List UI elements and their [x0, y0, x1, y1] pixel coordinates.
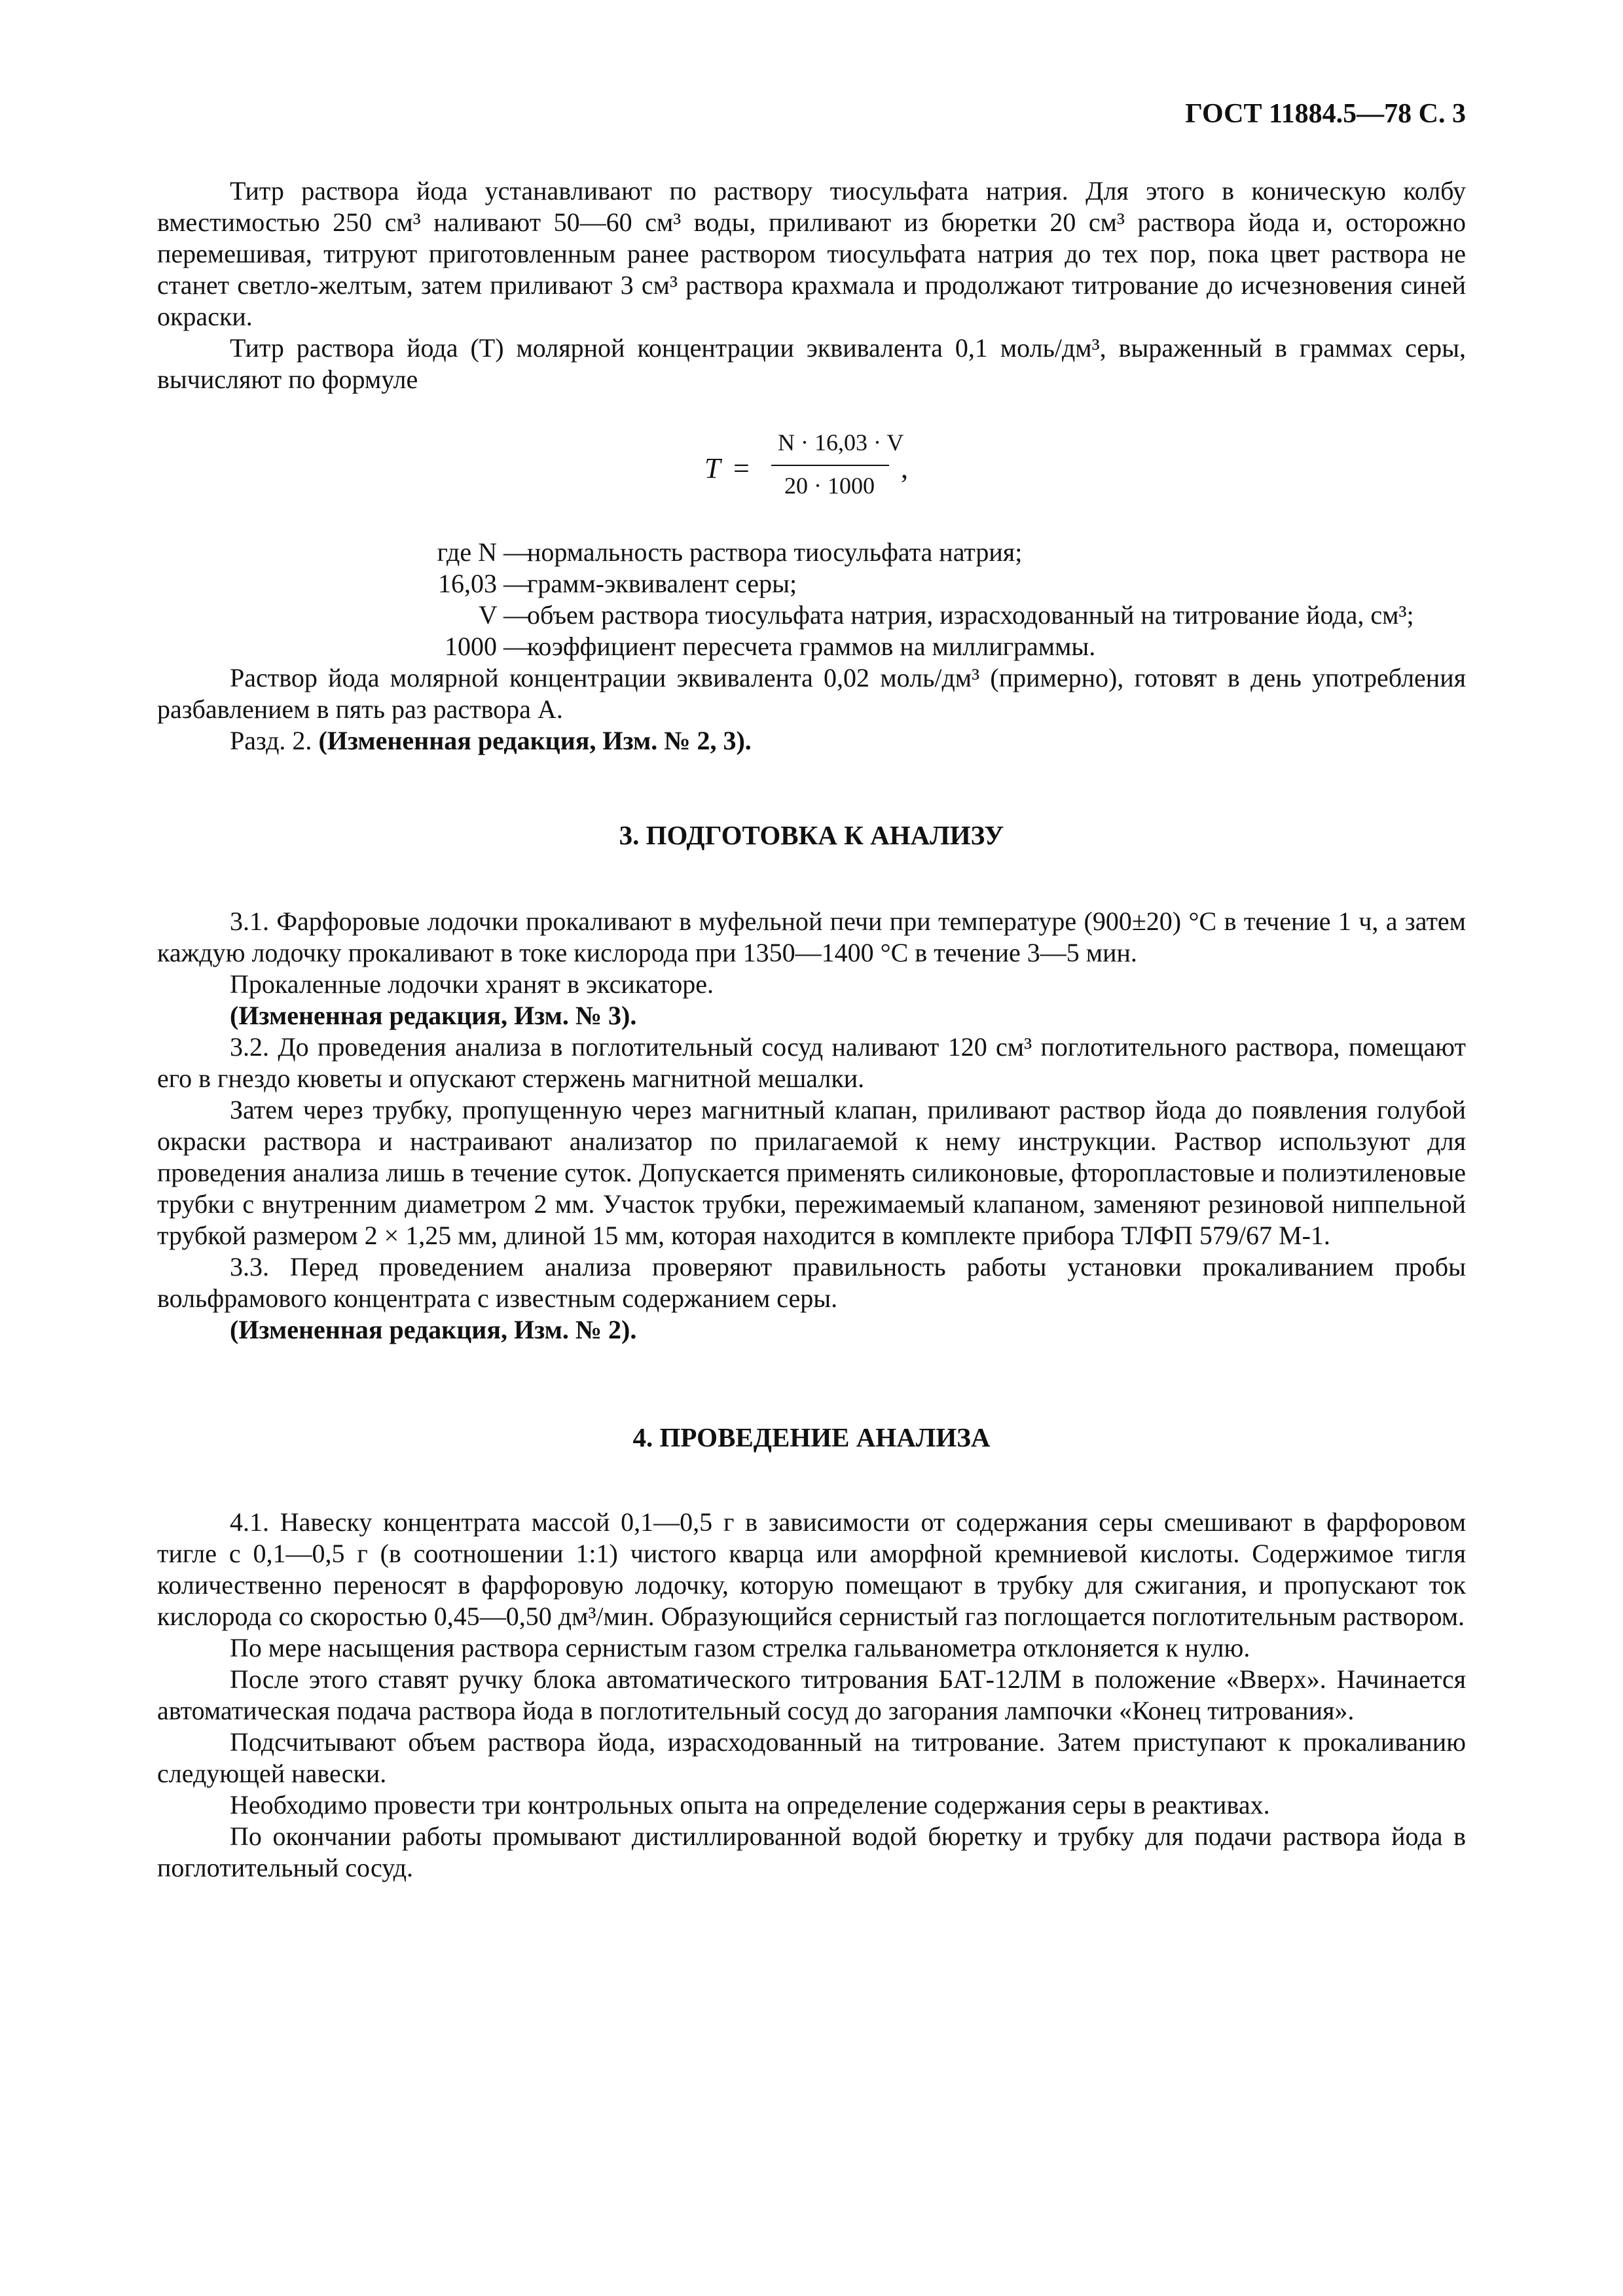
- paragraph-4-galvanometer: По мере насыщения раствора сернистым газом стрелка гальванометра отклоняется к нулю.: [230, 1633, 1250, 1662]
- definition-text: коэффициент пересчета граммов на миллиграммы.: [527, 632, 1096, 661]
- paragraph-4-volume-count: Подсчитывают объем раствора йода, израсходованный на титрование. Затем приступают к прокаливанию следующей навески.: [157, 1727, 1466, 1788]
- formula-numerator: N · 16,03 · V: [778, 429, 904, 456]
- paragraph-3-1: 3.1. Фарфоровые лодочки прокаливают в муфельной печи при температуре (900±20) °С в течение 1 ч, а затем каждую лодочку прокаливают в токе кислорода при 1350—1400 °С в течение 3—5 мин.: [157, 906, 1466, 967]
- definition-symbol: 1000 —: [445, 632, 530, 661]
- paragraph-3-3-amendment: [157, 1314, 1466, 1346]
- formula-equals: =: [733, 452, 750, 484]
- paragraph-3-1-amendment: [157, 1000, 1466, 1031]
- definition-text: нормальность раствора тиосульфата натрия;: [527, 537, 1023, 567]
- paragraph-4-cleanup: По окончании работы промывают дистиллированной водой бюретку и трубку для подачи раствора йода в поглотительный сосуд.: [157, 1821, 1466, 1882]
- paragraph-3-3: 3.3. Перед проведением анализа проверяют правильность работы установки прокаливанием пробы вольфрамового концентрата с известным содержанием серы.: [157, 1252, 1466, 1313]
- amendment-note: (Измененная редакция, Изм. № 3).: [230, 1001, 637, 1030]
- definition-row: [157, 631, 1466, 662]
- formula-fraction-bar: [771, 465, 889, 466]
- titer-formula: [157, 427, 1466, 514]
- paragraph-titer-formula-intro: Титр раствора йода (Т) молярной концентрации эквивалента 0,1 моль/дм³, выраженный в граммах серы, вычисляют по формуле: [157, 333, 1466, 394]
- paragraph-3-2-continued: Затем через трубку, пропущенную через магнитный клапан, приливают раствор йода до появления голубой окраски раствора и настраивают анализатор по прилагаемой к нему инструкции. Раствор используют для проведения анализа лишь в течение суток. Допускается применять силиконовые, фторопластовые и полиэтиленовые трубки с внутренним диаметром 2 мм. Участок трубки, пережимаемый клапаном, заменяют резиновой ниппельной трубкой размером 2 × 1,25 мм, длиной 15 мм, которая находится в комплекте прибора ТЛФП 579/67 М-1.: [157, 1095, 1466, 1250]
- definition-row: [157, 537, 1466, 568]
- paragraph-dilution: Раствор йода молярной концентрации эквивалента 0,02 моль/дм³ (примерно), готовят в день употребления разбавлением в пять раз раствора А.: [157, 663, 1466, 724]
- definition-symbol: 16,03 —: [438, 569, 530, 598]
- definition-row: [157, 568, 1466, 600]
- page-header: ГОСТ 11884.5—78 С. 3: [1185, 99, 1466, 129]
- paragraph-titer-method: Титр раствора йода устанавливают по раствору тиосульфата натрия. Для этого в коническую колбу вместимостью 250 см³ наливают 50—60 см³ воды, приливают из бюретки 20 см³ раствора йода и, осторожно перемешивая, титруют приготовленным ранее раствором тиосульфата натрия до тех пор, пока цвет раствора не станет светло-желтым, затем приливают 3 см³ раствора крахмала и продолжают титрование до исчезновения синей окраски.: [157, 176, 1466, 331]
- paragraph-section2-amendment: [157, 725, 1466, 757]
- amendment-note: (Измененная редакция, Изм. № 2, 3).: [318, 726, 752, 755]
- section-3-title: 3. ПОДГОТОВКА К АНАЛИЗУ: [619, 820, 1004, 850]
- formula-comma: ,: [901, 452, 908, 484]
- definition-symbol: V —: [478, 600, 530, 630]
- paragraph-4-1: 4.1. Навеску концентрата массой 0,1—0,5 г в зависимости от содержания серы смешивают в фарфоровом тигле с 0,1—0,5 г (в соотношении 1:1) чистого кварца или аморфной кремниевой кислоты. Содержимое тигля количественно переносят в фарфоровую лодочку, которую помещают в трубку для сжигания, и пропускают ток кислорода со скоростью 0,45—0,50 дм³/мин. Образующийся сернистый газ поглощается поглотительным раствором.: [157, 1507, 1466, 1631]
- paragraph-3-1-storage: Прокаленные лодочки хранят в эксикаторе.: [230, 969, 714, 999]
- formula-lhs: T: [704, 452, 721, 484]
- formula-denominator: 20 · 1000: [784, 473, 875, 499]
- formula-definitions: [157, 537, 1466, 662]
- definition-symbol: где N —: [437, 537, 530, 567]
- definition-text: объем раствора тиосульфата натрия, израсходованный на титрование йода, см³;: [527, 600, 1414, 630]
- amendment-note: (Измененная редакция, Изм. № 2).: [230, 1315, 637, 1344]
- section-4-title: 4. ПРОВЕДЕНИЕ АНАЛИЗА: [632, 1422, 991, 1452]
- amendment-prefix: Разд. 2.: [230, 726, 319, 755]
- paragraph-3-2: 3.2. До проведения анализа в поглотительный сосуд наливают 120 см³ поглотительного раствора, помещают его в гнездо кюветы и опускают стержень магнитной мешалки.: [157, 1032, 1466, 1093]
- definition-row: [157, 600, 1466, 631]
- paragraph-4-control-tests: Необходимо провести три контрольных опыта на определение содержания серы в реактивах.: [230, 1790, 1270, 1820]
- paragraph-4-titration-start: После этого ставят ручку блока автоматического титрования БАТ-12ЛМ в положение «Вверх». Начинается автоматическая подача раствора йода в поглотительный сосуд до загорания лампочки «Конец титрования».: [157, 1664, 1466, 1725]
- definition-text: грамм-эквивалент серы;: [527, 569, 797, 598]
